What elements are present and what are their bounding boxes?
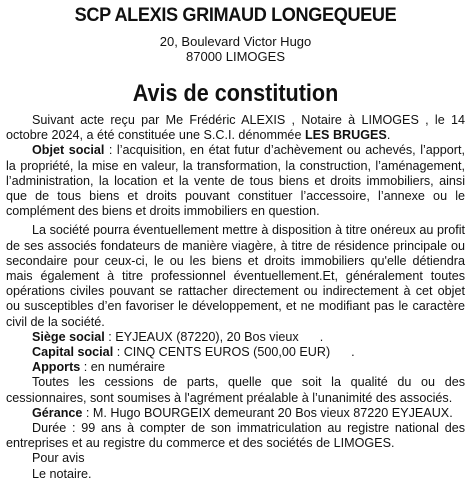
siege-paragraph xyxy=(6,330,465,345)
siege-label: Siège social xyxy=(32,329,105,344)
cessions-paragraph: Toutes les cessions de parts, quelle que soit la qualité du ou des cessionnaires, sont soumises à l'agrément préalable à l’unanimité des associés. xyxy=(6,375,465,405)
objet-text: : l’acquisition, en état futur d’achèvement ou achevés, l’apport, la propriété, la mise en valeur, la transformation, la construction, l’aménagement, l’administration, la location et la vente de tous biens et droits immobiliers, ainsi que de tous biens et droits pouvant constituer l’accessoire, l’annexe ou le complément des biens et droits immobiliers en question. xyxy=(6,143,465,219)
apports-label: Apports xyxy=(32,360,81,375)
intro-end: . xyxy=(386,128,391,143)
notice-title: Avis de constitution xyxy=(132,80,339,107)
firm-address-street: 20, Boulevard Victor Hugo xyxy=(159,34,312,49)
siege-text: : EYJEAUX (87220), 20 Bos vieux . xyxy=(104,329,324,344)
closing-pour-avis: Pour avis xyxy=(32,451,85,466)
closing-signature: Le notaire. xyxy=(32,466,92,481)
apports-paragraph xyxy=(6,360,465,375)
gerance-label: Gérance xyxy=(32,405,83,420)
company-name: LES BRUGES xyxy=(304,128,387,143)
firm-address-city: 87000 LIMOGES xyxy=(186,49,285,64)
firm-name: SCP ALEXIS GRIMAUD LONGEQUEUE xyxy=(74,4,397,26)
intro-paragraph xyxy=(6,113,465,143)
gerance-paragraph xyxy=(6,406,465,421)
objet-paragraph xyxy=(6,143,465,219)
capital-text: : CINQ CENTS EUROS (500,00 EUR) . xyxy=(113,345,355,360)
capital-paragraph xyxy=(6,345,465,360)
apports-text: : en numéraire xyxy=(80,360,165,375)
objet-label: Objet social xyxy=(32,143,105,158)
gerance-text: : M. Hugo BOURGEIX demeurant 20 Bos vieux 87220 EYJEAUX. xyxy=(82,405,453,420)
capital-label: Capital social xyxy=(32,345,114,360)
duree-paragraph: Durée : 99 ans à compter de son immatriculation au registre national des entreprises et au registre du commerce et des sociétés de LIMOGES. xyxy=(6,421,465,451)
intro-text: Suivant acte reçu par Me Frédéric ALEXIS , Notaire à LIMOGES , le 14 octobre 2024, a été constituée une S.C.I. dénommée xyxy=(6,113,465,143)
objet-paragraph-2: La société pourra éventuellement mettre à disposition à titre onéreux au profit de ses associés fondateurs de manière viagère, à titre de résidence principale ou secondaire pour ceux-ci, le ou les biens et droits immobiliers qu'elle détiendra mais également à titre professionnel éventuellement.Et, généralement toutes opérations civiles pouvant se rattacher directement ou indirectement à cet objet ou susceptibles d’en favoriser le développement, et ne modifiant pas le caractère civil de la société. xyxy=(6,223,465,329)
